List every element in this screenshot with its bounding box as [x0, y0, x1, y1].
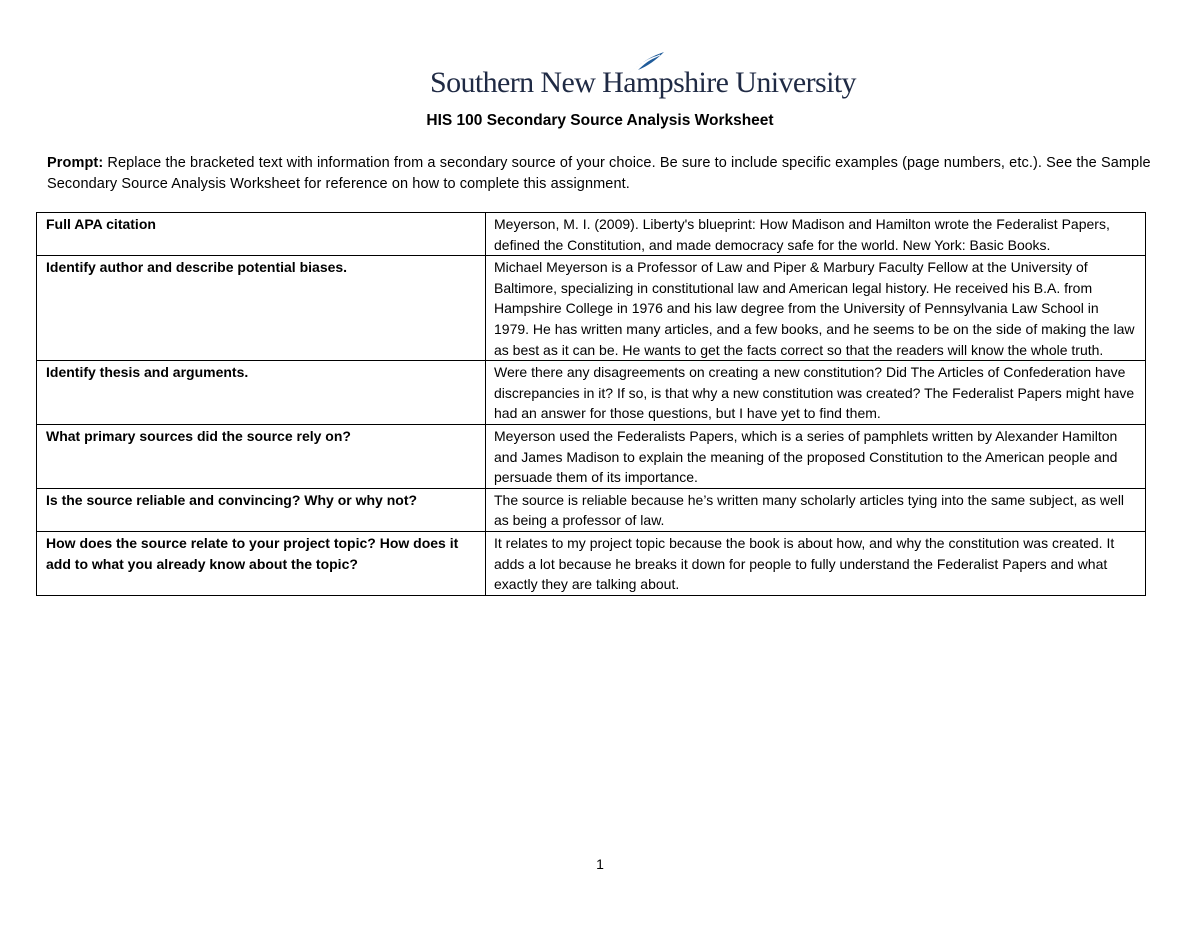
- row-question: Full APA citation: [37, 213, 486, 256]
- row-answer: Meyerson, M. I. (2009). Liberty's blueprint: How Madison and Hamilton wrote the Federalist Papers, defined the Constitution, and made democracy safe for the world. New York: Basic Books.: [486, 213, 1146, 256]
- worksheet-table: [36, 212, 1146, 596]
- table-row: [37, 213, 1146, 256]
- prompt-label: Prompt:: [47, 155, 104, 171]
- page-number: 1: [596, 856, 604, 872]
- prompt-text: Replace the bracketed text with information from a secondary source of your choice. Be sure to include specific examples (page numbers, etc.). See the Sample Secondary Source Analysis Worksheet for reference on how to complete this assignment.: [47, 155, 1151, 192]
- row-question: Is the source reliable and convincing? Why or why not?: [37, 488, 486, 531]
- row-answer: It relates to my project topic because the book is about how, and why the constitution was created. It adds a lot because he breaks it down for people to fully understand the Federalist Papers and what exactly they are talking about.: [486, 531, 1146, 595]
- row-answer: Were there any disagreements on creating a new constitution? Did The Articles of Confederation have discrepancies in it? If so, is that why a new constitution was created? The Federalist Papers might have had an answer for those questions, but I have yet to find them.: [486, 361, 1146, 425]
- row-question: How does the source relate to your project topic? How does it add to what you already know about the topic?: [37, 531, 486, 595]
- row-answer: Meyerson used the Federalists Papers, which is a series of pamphlets written by Alexander Hamilton and James Madison to explain the meaning of the proposed Constitution to the American people and persuade them of its importance.: [486, 424, 1146, 488]
- table-row: [37, 361, 1146, 425]
- row-answer: The source is reliable because he’s written many scholarly articles tying into the same subject, as well as being a professor of law.: [486, 488, 1146, 531]
- university-logo: [430, 50, 856, 106]
- logo-wordmark: Southern New Hampshire University: [430, 66, 856, 99]
- table-row: [37, 531, 1146, 595]
- table-row: [37, 256, 1146, 361]
- row-answer: Michael Meyerson is a Professor of Law and Piper & Marbury Faculty Fellow at the University of Baltimore, specializing in constitutional law and American legal history. He received his B.A. from Hampshire College in 1976 and his law degree from the University of Pennsylvania Law School in 1979. He has written many articles, and a few books, and he seems to be on the side of making the law as best as it can be. He wants to get the facts correct so that the readers will know the whole truth.: [486, 256, 1146, 361]
- prompt-paragraph: [47, 153, 1157, 195]
- row-question: Identify author and describe potential biases.: [37, 256, 486, 361]
- table-row: [37, 488, 1146, 531]
- row-question: What primary sources did the source rely on?: [37, 424, 486, 488]
- page-title: HIS 100 Secondary Source Analysis Worksheet: [426, 112, 774, 129]
- row-question: Identify thesis and arguments.: [37, 361, 486, 425]
- table-row: [37, 424, 1146, 488]
